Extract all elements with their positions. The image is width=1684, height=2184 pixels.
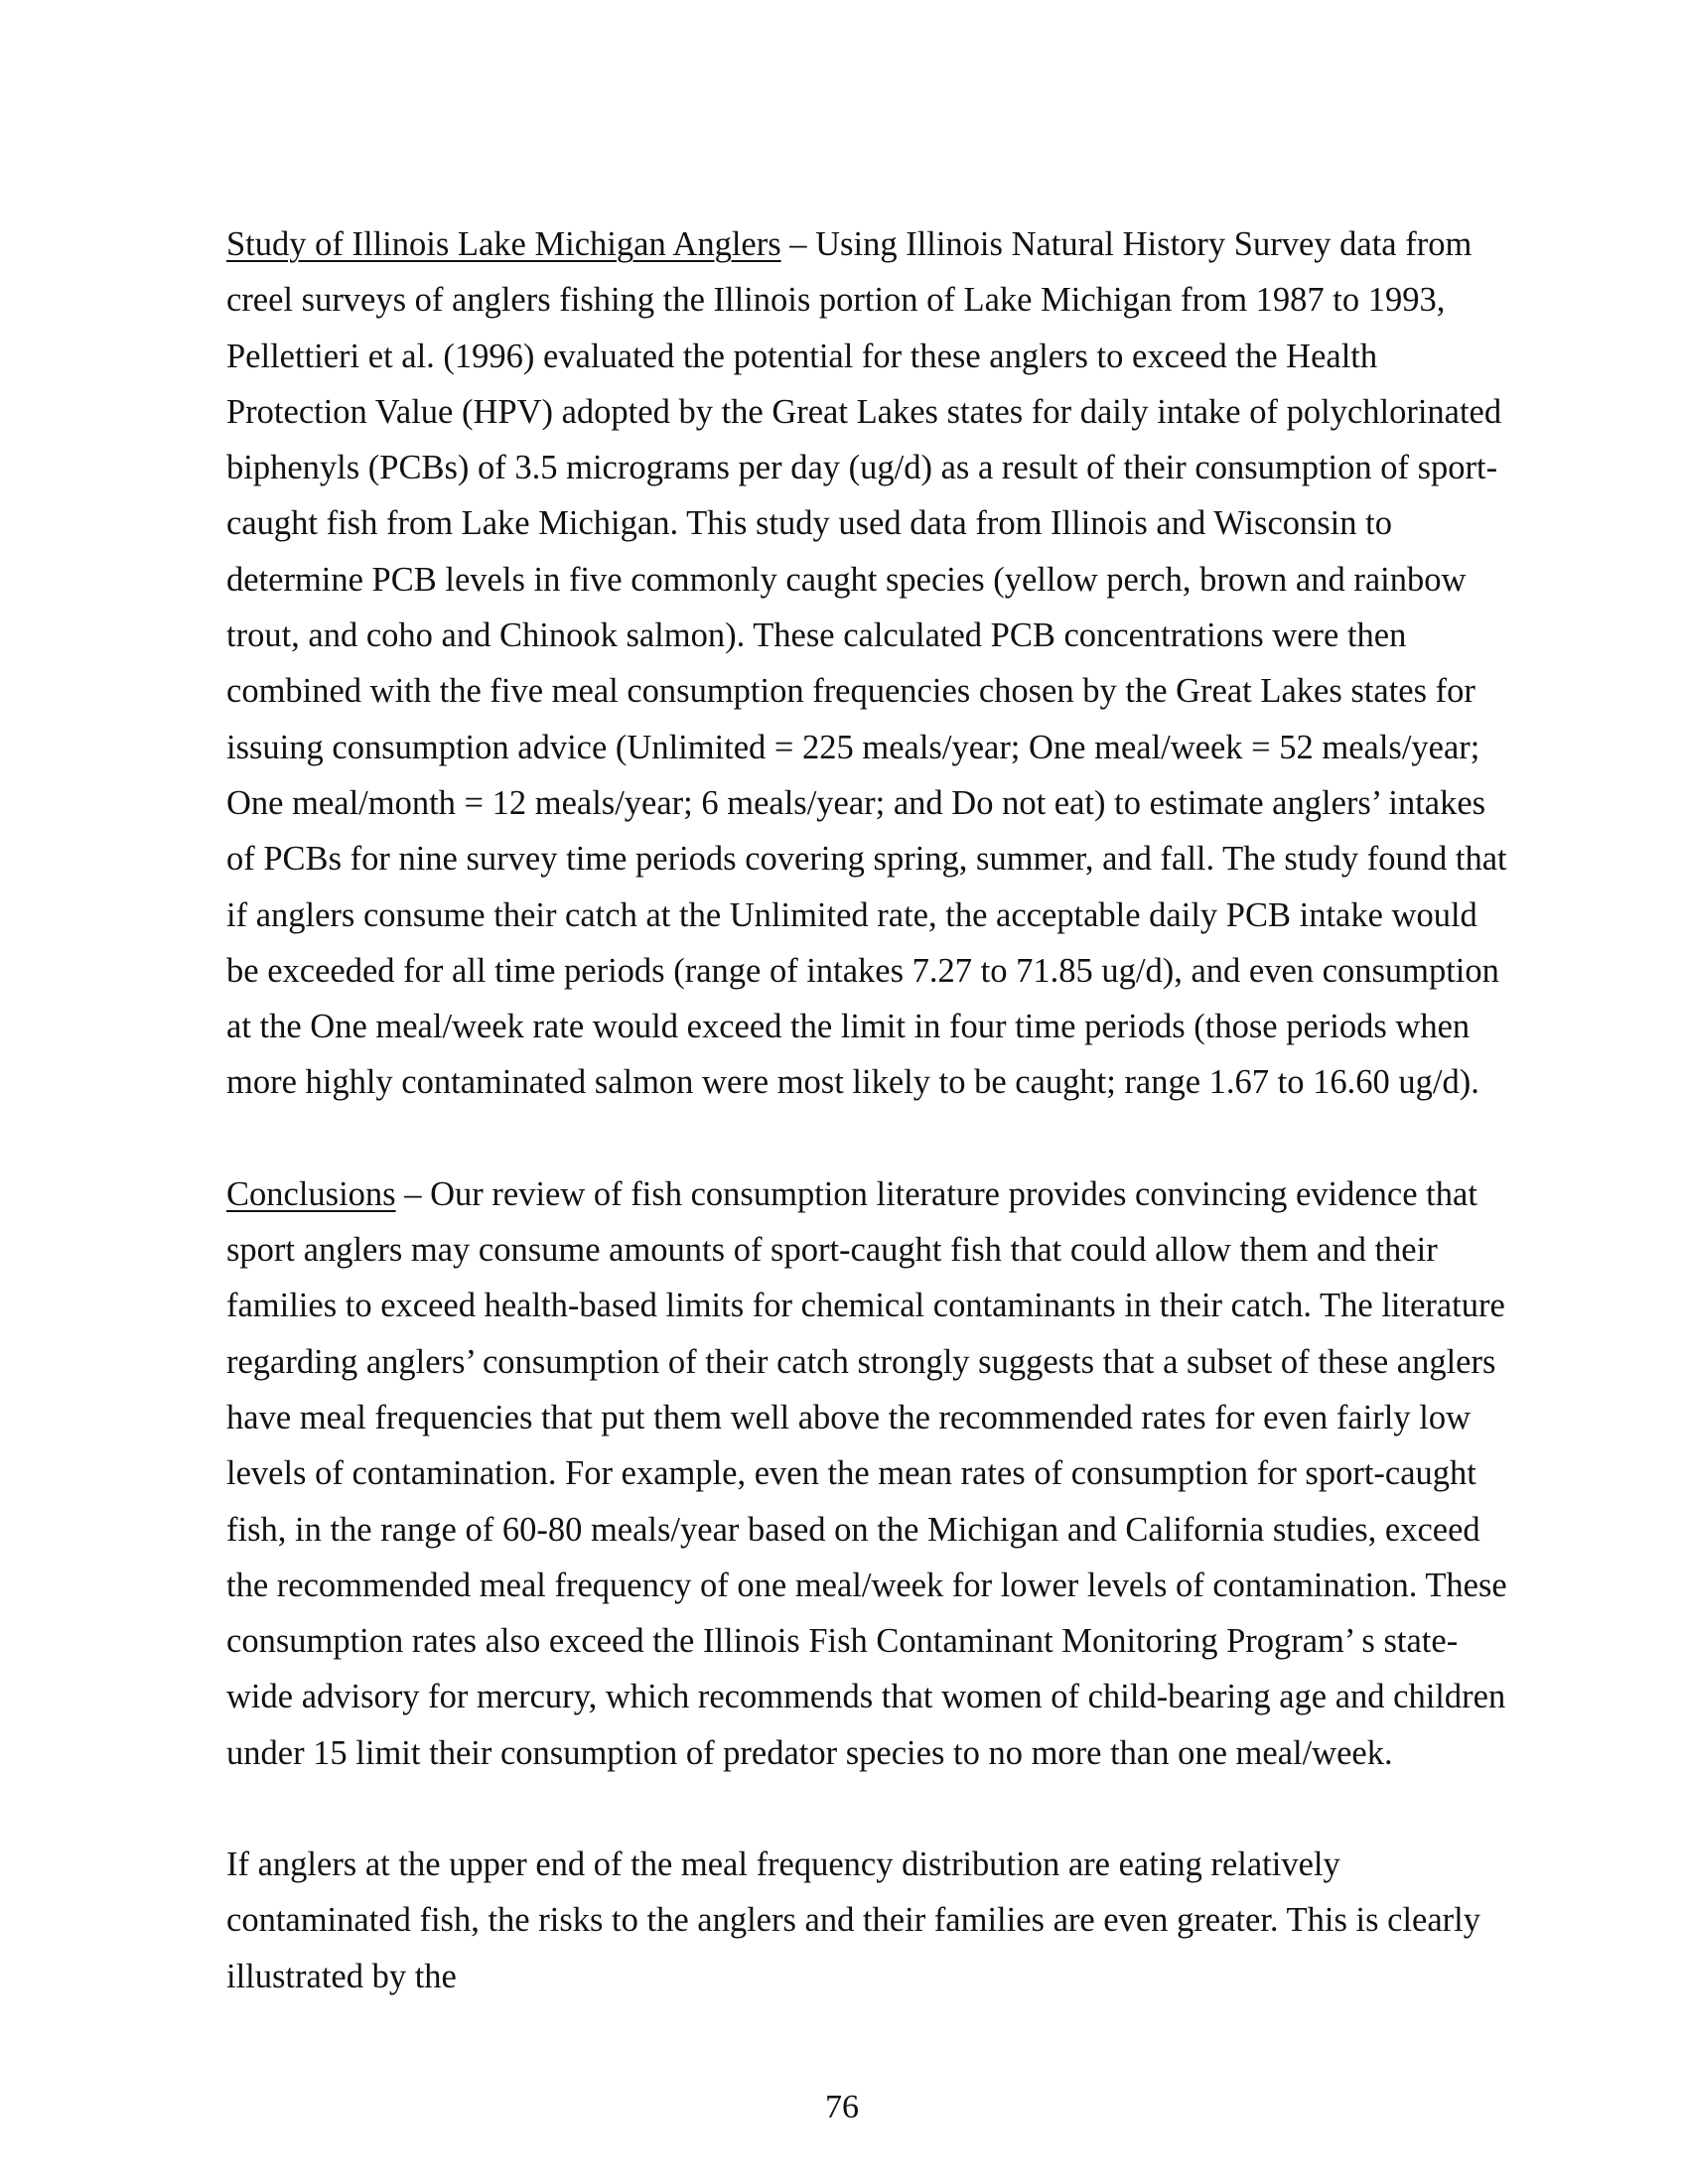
document-body (226, 216, 1517, 2004)
paragraph-text: If anglers at the upper end of the meal frequency distribution are eating relatively contaminated fish, the risks to the anglers and their families are even greater. This is clearly illustrated by the (226, 1845, 1480, 1995)
paragraph-text: Using Illinois Natural History Survey data from creel surveys of anglers fishing the Illinois portion of Lake Michigan from 1987 to 1993, Pellettieri et al. (1996) evaluated the potential for these anglers to exceed the Health Protection Value (HPV) adopted by the Great Lakes states for daily intake of polychlorinated biphenyls (PCBs) of 3.5 micrograms per day (ug/d) as a result of their consumption of sport-caught fish from Lake Michigan. This study used data from Illinois and Wisconsin to determine PCB levels in five commonly caught species (yellow perch, brown and rainbow trout, and coho and Chinook salmon). These calculated PCB concentrations were then combined with the five meal consumption frequencies chosen by the Great Lakes states for issuing consumption advice (Unlimited = 225 meals/year; One meal/week = 52 meals/year; One meal/month = 12 meals/year; 6 meals/year; and Do not eat) to estimate anglers’ intakes of PCBs for nine survey time periods covering spring, summer, and fall. The study found that if anglers consume their catch at the Unlimited rate, the acceptable daily PCB intake would be exceeded for all time periods (range of intakes 7.27 to 71.85 ug/d), and even consumption at the One meal/week rate would exceed the limit in four time periods (those periods when more highly contaminated salmon were most likely to be caught; range 1.67 to 16.60 ug/d). (226, 225, 1507, 1102)
paragraph-upper-end-anglers (226, 1837, 1517, 2004)
paragraph-illinois-anglers-study (226, 216, 1517, 1111)
paragraph-conclusions (226, 1166, 1517, 1781)
paragraph-text: Our review of fish consumption literature provides convincing evidence that sport anglers may consume amounts of sport-caught fish that could allow them and their families to exceed health-based limits for chemical contaminants in their catch. The literature regarding anglers’ consumption of their catch strongly suggests that a subset of these anglers have meal frequencies that put them well above the recommended rates for even fairly low levels of contamination. For example, even the mean rates of consumption for sport-caught fish, in the range of 60-80 meals/year based on the Michigan and California studies, exceed the recommended meal frequency of one meal/week for lower levels of contamination. These consumption rates also exceed the Illinois Fish Contaminant Monitoring Program’ s state-wide advisory for mercury, which recommends that women of child-bearing age and children under 15 limit their consumption of predator species to no more than one meal/week. (226, 1174, 1507, 1772)
section-heading-illinois-anglers: Study of Illinois Lake Michigan Anglers (226, 225, 781, 263)
heading-separator: – (780, 225, 816, 263)
section-heading-conclusions: Conclusions (226, 1174, 396, 1213)
page-number: 76 (825, 2089, 859, 2125)
heading-separator: – (395, 1174, 431, 1213)
